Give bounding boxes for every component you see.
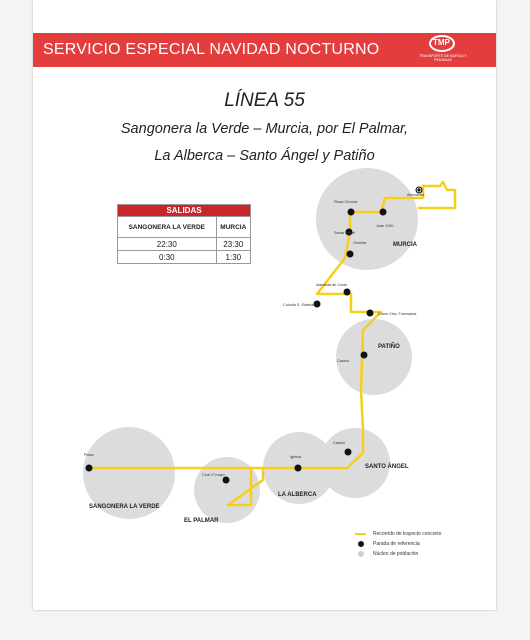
stop-label-iglesia: Iglesia <box>290 455 301 459</box>
legend-label-route: Recorrido de trayecto concreto <box>373 531 442 537</box>
stop-dot-casino-santo-angel <box>345 449 352 456</box>
town-label-sangonera: SANGONERA LA VERDE <box>89 504 160 510</box>
stop-label-abenarabi: Abenarabi <box>407 193 425 197</box>
logo-subtext: TRANSPORTE DE MURCIA Y PEDANIAS <box>419 54 467 62</box>
stop-label-club: Club 1º mayo <box>202 473 225 477</box>
town-label-la-alberca: LA ALBERCA <box>278 492 317 498</box>
stop-dot-iglesia <box>295 465 302 472</box>
stop-dot-alameda-colon <box>344 289 351 296</box>
stop-label-plaza-circular: Plaza Circular <box>334 200 358 204</box>
departures-table <box>117 204 251 264</box>
stop-dot-swatch <box>358 541 364 547</box>
town-label-santo-angel: SANTO ÁNGEL <box>365 464 409 470</box>
stop-dot-cruce <box>367 310 374 317</box>
stop-label-juan-xxiii: Juan XXIII <box>376 224 394 228</box>
header-title: SERVICIO ESPECIAL NAVIDAD NOCTURNO <box>43 41 380 58</box>
poster <box>33 0 496 610</box>
departure-time: 23:30 <box>216 238 250 251</box>
route-subtitle-2: La Alberca – Santo Ángel y Patiño <box>154 148 375 164</box>
town-label-murcia: MURCIA <box>393 242 417 248</box>
stop-label-santa-isabel: Santa Isabel <box>334 231 356 235</box>
stop-label-alameda-colon: Alameda de Colón <box>316 283 348 287</box>
town-label-patino: PATIÑO <box>378 344 400 350</box>
table-row <box>118 238 251 251</box>
route-line-swatch <box>355 533 366 535</box>
stop-dot-plaza <box>86 465 93 472</box>
town-label-el-palmar: EL PALMAR <box>184 518 219 524</box>
stop-label-plaza: Plaza <box>84 453 94 457</box>
logo-text: TMP <box>433 38 450 47</box>
stop-label-cruce: Cruce Ctra. Fuensanta <box>378 312 417 316</box>
route-subtitle-1: Sangonera la Verde – Murcia, por El Palmar, <box>120 121 409 137</box>
departure-time: 22:30 <box>118 238 217 251</box>
column-header-murcia: MURCIA <box>216 217 250 238</box>
stop-dot-plaza-circular <box>348 209 355 216</box>
departure-time: 0:30 <box>118 251 217 264</box>
legend-label-town: Núcleo de población <box>373 551 419 557</box>
town-area-patino <box>336 319 412 395</box>
town-area-murcia <box>316 168 418 270</box>
stop-dot-glorieta <box>347 251 354 258</box>
legend-label-stop: Parada de referencia <box>373 541 420 547</box>
departure-time: 1:30 <box>216 251 250 264</box>
stop-label-casino-santo-angel: Casino <box>333 441 345 445</box>
stop-dot-juan-xxiii <box>380 209 387 216</box>
stop-dot-club <box>223 477 230 484</box>
stop-dot-casino-patino <box>361 352 368 359</box>
line-title: LÍNEA 55 <box>224 90 305 111</box>
table-row <box>118 251 251 264</box>
stop-label-colonia: Colonia S. Esteban <box>283 303 316 307</box>
departures-heading: SALIDAS <box>118 205 251 217</box>
column-header-sangonera: SANGONERA LA VERDE <box>118 217 217 238</box>
town-circle-swatch <box>358 551 364 557</box>
route-map <box>33 0 496 610</box>
stop-label-casino-patino: Casino <box>337 359 349 363</box>
stop-label-glorieta: Glorieta <box>353 241 367 245</box>
